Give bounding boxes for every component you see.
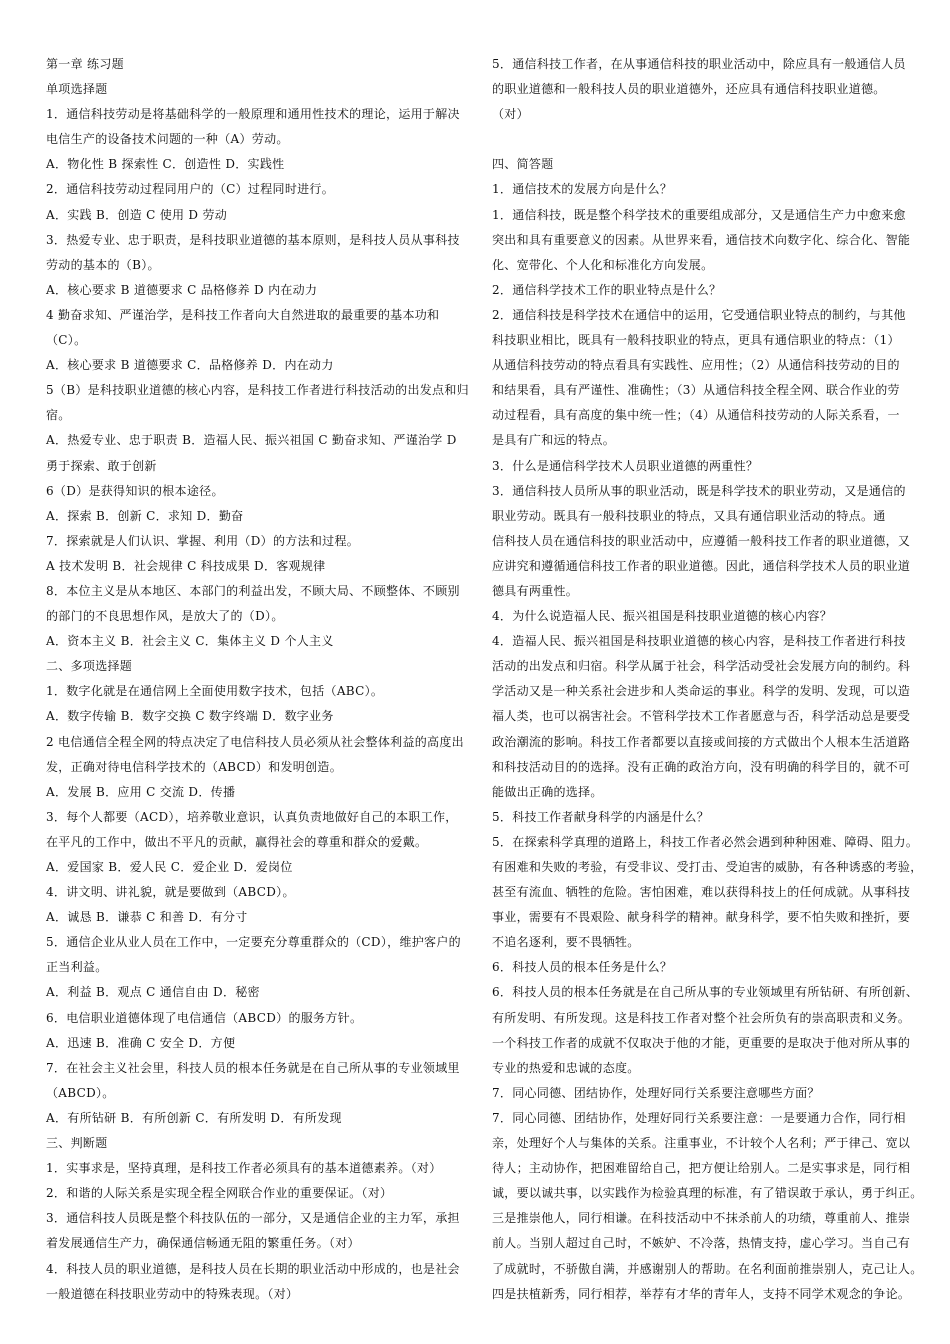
text-line: A．发展 B．应用 C 交流 D．传播 [46,784,236,799]
text-line: A．物化性 B 探索性 C．创造性 D．实践性 [46,157,285,172]
text-line: 诚，要以诚共事，以实践作为检验真理的标准，有了错误敢于承认，勇于纠正。 [492,1186,923,1201]
text-line: 的职业道德和一般科技人员的职业道德外，还应具有通信科技职业道德。 [492,82,886,97]
text-line: 事业，需要有不畏艰险、献身科学的精神。献身科学，要不怕失败和挫折，要 [492,910,911,925]
text-line: 发，正确对待电信科学技术的（ABCD）和发明创造。 [46,759,343,774]
text-line: A．爱国家 B．爱人民 C．爱企业 D．爱岗位 [46,860,293,874]
text-line: 在平凡的工作中，做出不平凡的贡献，赢得社会的尊重和群众的爱戴。 [46,834,428,849]
text-line: 勇于探索、敢于创新 [46,458,157,473]
text-line: 前人。当别人超过自己时，不嫉妒、不冷落，热情支持，虚心学习。当自己有 [492,1236,911,1251]
text-line: 6．电信职业道德体现了电信通信（ABCD）的服务方针。 [46,1010,363,1025]
text-line: A．数字传输 B．数字交换 C 数字终端 D．数字业务 [46,709,334,724]
text-line: 1．数字化就是在通信网上全面使用数字技术，包括（ABC）。 [46,684,384,699]
right-column [492,52,923,1307]
text-line: 科技职业相比，既具有一般科技职业的特点，更具有通信职业的特点：（1） [492,333,900,348]
text-line: 2 电信通信全程全网的特点决定了电信科技人员必须从社会整体利益的高度出 [46,734,464,749]
text-line: 有所发明、有所发现。这是科技工作者对整个社会所负有的崇高职责和义务。 [492,1010,911,1025]
text-line: 不追名逐利，要不畏牺牲。 [492,935,640,950]
text-line: 3．什么是通信科学技术人员职业道德的两重性？ [492,458,759,473]
text-line: 3．热爱专业、忠于职责，是科技职业道德的基本原则，是科技人员从事科技 [46,232,460,247]
text-line: 4．为什么说造福人民、振兴祖国是科技职业道德的核心内容？ [492,609,833,624]
text-line: 福人类，也可以祸害社会。不管科学技术工作者愿意与否，科学活动总是要受 [492,709,911,724]
text-line: 5．在探索科学真理的道路上，科技工作者必然会遇到种种困难、障碍、阻力。 [492,834,919,849]
text-line: 宿。 [46,408,71,423]
text-line [492,127,910,152]
text-line: 能做出正确的选择。 [492,784,603,799]
text-line: 突出和具有重要意义的因素。从世界来看，通信技术向数字化、综合化、智能 [492,232,911,247]
text-line: A 技术发明 B．社会规律 C 科技成果 D．客观规律 [46,558,326,573]
text-line: 和科技活动目的的选择。没有正确的政治方向，没有明确的科学目的，就不可 [492,759,911,774]
text-line: 信科技人员在通信科技的职业活动中，应遵循一般科技工作者的职业道德，又 [492,533,911,548]
text-line: 正当利益。 [46,960,108,975]
text-line: 劳动的基本的（B）。 [46,257,160,272]
text-line: （对） [492,107,529,122]
text-line: 职业劳动。既具有一般科技职业的特点，又具有通信职业活动的特点。通 [492,508,886,523]
text-line: 2．通信科学技术工作的职业特点是什么？ [492,282,722,297]
text-line: 6（D）是获得知识的根本途径。 [46,483,224,498]
text-line: 3．通信科技人员既是整个科技队伍的一部分，又是通信企业的主力军，承担 [46,1211,460,1226]
text-line: 一个科技工作者的成就不仅取决于他的才能，更重要的是取决于他对所从事的 [492,1035,911,1050]
text-line: 4．讲文明、讲礼貌，就是要做到（ABCD）。 [46,885,295,900]
text-line: 7．同心同德、团结协作，处理好同行关系要注意哪些方面？ [492,1085,820,1100]
text-line: 1．实事求是，坚持真理，是科技工作者必须具有的基本道德素养。（对） [46,1161,442,1176]
text-line: 从通信科技劳动的特点看具有实践性、应用性；（2）从通信科技劳动的目的 [492,358,900,373]
text-line: 活动的出发点和归宿。科学从属于社会，科学活动受社会发展方向的制约。科 [492,659,911,674]
text-line: 学活动又是一种关系社会进步和人类命运的事业。科学的发明、发现，可以造 [492,684,911,699]
text-line: A．探索 B．创新 C．求知 D．勤奋 [46,508,244,523]
text-line: 专业的热爱和忠诚的态度。 [492,1060,640,1075]
text-line: 二、多项选择题 [46,659,133,674]
text-line: 2．通信科技是科学技术在通信中的运用，它受通信职业特点的制约，与其他 [492,307,906,322]
text-line: A．迅速 B．准确 C 安全 D．方便 [46,1035,236,1050]
text-line: 应讲究和遵循通信科技工作者的职业道德。因此，通信科学技术人员的职业道 [492,558,911,573]
text-line: A．热爱专业、忠于职责 B．造福人民、振兴祖国 C 勤奋求知、严谨治学 D [46,433,457,448]
text-line: 1．通信科技劳动是将基础科学的一般原理和通用性技术的理论，运用于解决 [46,107,460,122]
text-line: 第一章 练习题 [46,57,124,71]
text-line: 7．同心同德、团结协作，处理好同行关系要注意：一是要通力合作，同行相 [492,1110,906,1125]
text-line: 1．通信技术的发展方向是什么？ [492,182,673,197]
text-line: 4．造福人民、振兴祖国是科技职业道德的核心内容，是科技工作者进行科技 [492,634,906,649]
text-line: 2．通信科技劳动过程同用户的（C）过程同时进行。 [46,182,335,197]
text-line: A．利益 B．观点 C 通信自由 D．秘密 [46,985,260,1000]
text-line: 着发展通信生产力，确保通信畅通无阻的繁重任务。（对） [46,1236,360,1251]
text-line: 和结果看，具有严谨性、准确性；（3）从通信科技全程全网、联合作业的劳 [492,383,900,398]
text-line: 6．科技人员的根本任务就是在自己所从事的专业领域里有所钻研、有所创新、 [492,985,919,1000]
text-line: A．核心要求 B 道德要求 C 品格修养 D 内在动力 [46,282,318,297]
text-line: 化、宽带化、个人化和标准化方向发展。 [492,257,714,272]
text-line: A．资本主义 B．社会主义 C．集体主义 D 个人主义 [46,634,334,649]
text-line: 5（B）是科技职业道德的核心内容，是科技工作者进行科技活动的出发点和归 [46,383,469,398]
text-line: 4．科技人员的职业道德，是科技人员在长期的职业活动中形成的，也是社会 [46,1261,460,1276]
left-column [46,52,469,1307]
text-line: 三、判断题 [46,1136,108,1151]
text-line: 了成就时，不骄傲自满，并感谢别人的帮助。在名利面前推崇别人，克己让人。 [492,1261,923,1276]
text-line: 4 勤奋求知、严谨治学，是科技工作者向大自然进取的最重要的基本功和 [46,307,440,322]
text-line: A．核心要求 B 道德要求 C．品格修养 D．内在动力 [46,358,334,373]
text-line: 亲，处理好个人与集体的关系。注重事业，不计较个人名利；严于律己、宽以 [492,1136,911,1151]
text-line: 的部门的不良思想作风，是放大了的（D）。 [46,609,284,624]
text-line: 一般道德在科技职业劳动中的特殊表现。（对） [46,1286,299,1301]
text-line: 是具有广和远的特点。 [492,433,616,448]
text-line: （ABCD）。 [46,1085,115,1100]
text-line: A．诚恳 B．谦恭 C 和善 D．有分寸 [46,910,248,925]
text-line: 动过程看，具有高度的集中统一性；（4）从通信科技劳动的人际关系看，一 [492,408,900,423]
text-line: A．实践 B．创造 C 使用 D 劳动 [46,207,228,222]
text-line: 2．和谐的人际关系是实现全程全网联合作业的重要保证。（对） [46,1186,393,1201]
text-line: 5．通信企业从业人员在工作中，一定要充分尊重群众的（CD），维护客户的 [46,935,461,950]
text-line: 6．科技人员的根本任务是什么？ [492,960,673,975]
text-line: 电信生产的设备技术问题的一种（A）劳动。 [46,132,289,147]
text-line: 3．通信科技人员所从事的职业活动，既是科学技术的职业劳动，又是通信的 [492,483,906,498]
text-line: 四、简答题 [492,157,554,172]
text-line: 单项选择题 [46,82,108,97]
text-line: 政治潮流的影响。科技工作者都要以直接或间接的方式做出个人根本生活道路 [492,734,911,749]
text-line: （C）。 [46,333,87,348]
text-line: 1．通信科技，既是整个科学技术的重要组成部分，又是通信生产力中愈来愈 [492,207,906,222]
text-line: 待人；主动协作，把困难留给自己，把方便让给别人。二是实事求是，同行相 [492,1161,911,1176]
text-line: 有困难和失败的考验，有受非议、受打击、受迫害的威胁，有各种诱惑的考验， [492,860,923,874]
text-line: 7．在社会主义社会里，科技人员的根本任务就是在自己所从事的专业领域里 [46,1060,460,1075]
text-line: 7．探索就是人们认识、掌握、利用（D）的方法和过程。 [46,533,360,548]
text-line: 德具有两重性。 [492,583,579,598]
text-line: 5．通信科技工作者，在从事通信科技的职业活动中，除应具有一般通信人员 [492,57,906,71]
text-line: 5．科技工作者献身科学的内涵是什么？ [492,809,710,824]
text-line: 3．每个人都要（ACD），培养敬业意识，认真负责地做好自己的本职工作， [46,809,458,824]
text-line: 8．本位主义是从本地区、本部门的利益出发，不顾大局、不顾整体、不顾别 [46,583,460,598]
text-line: 四是扶植新秀，同行相荐，举荐有才华的青年人，支持不同学术观念的争论。 [492,1286,911,1301]
text-line: 甚至有流血、牺牲的危险。害怕困难，难以获得科技上的任何成就。从事科技 [492,885,911,900]
text-line: 三是推崇他人，同行相谦。在科技活动中不抹杀前人的功绩，尊重前人、推崇 [492,1211,911,1226]
text-line: A．有所钻研 B．有所创新 C．有所发明 D．有所发现 [46,1110,342,1125]
